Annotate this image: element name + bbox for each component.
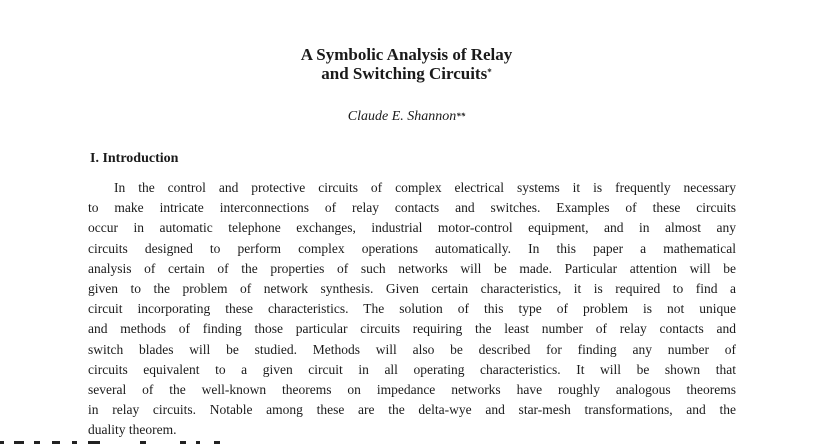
- paragraph-line: occur in automatic telephone exchanges, industrial motor-control equipment, and in almost any: [88, 220, 736, 236]
- author-name: Claude E. Shannon: [347, 109, 457, 124]
- section-heading: I. Introduction: [90, 151, 179, 166]
- paragraph-line: switch blades will be studied. Methods will also be described for finding any number of: [88, 341, 736, 357]
- paragraph-line: circuit incorporating these characteristics. The solution of this type of problem is not unique: [88, 301, 736, 317]
- title-footnote-mark: *: [487, 67, 492, 77]
- title-text-2: and Switching Circuits: [321, 64, 488, 83]
- paragraph-line: circuits designed to perform complex operations automatically. In this paper a mathematical: [88, 240, 736, 256]
- paragraph-line: analysis of certain of the properties of such networks will be made. Particular attention will be: [88, 260, 736, 276]
- paper-title-line-2: [0, 64, 813, 83]
- paragraph-line: duality theorem.: [88, 422, 177, 438]
- cropped-next-line: [0, 441, 813, 447]
- paragraph-line: circuits equivalent to a given circuit in all operating characteristics. It will be shown that: [88, 361, 736, 377]
- paragraph-line: In the control and protective circuits of complex electrical systems it is frequently necessary: [114, 180, 736, 195]
- title-text-1: A Symbolic Analysis of Relay: [300, 45, 513, 64]
- introduction-paragraph: [88, 178, 736, 440]
- paper-title-line-1: [0, 45, 813, 64]
- author-footnote-mark: **: [456, 111, 466, 121]
- paragraph-line: and methods of finding those particular circuits requiring the least number of relay contacts and: [88, 321, 736, 337]
- paragraph-line: in relay circuits. Notable among these are the delta-wye and star-mesh transformations, and the: [88, 402, 736, 418]
- paragraph-line: several of the well-known theorems on impedance networks have roughly analogous theorems: [88, 381, 736, 397]
- paragraph-line: to make intricate interconnections of relay contacts and switches. Examples of these circuits: [88, 200, 736, 216]
- paragraph-line: given to the problem of network synthesis. Given certain characteristics, it is required to find a: [88, 280, 736, 296]
- author-line: [0, 108, 813, 126]
